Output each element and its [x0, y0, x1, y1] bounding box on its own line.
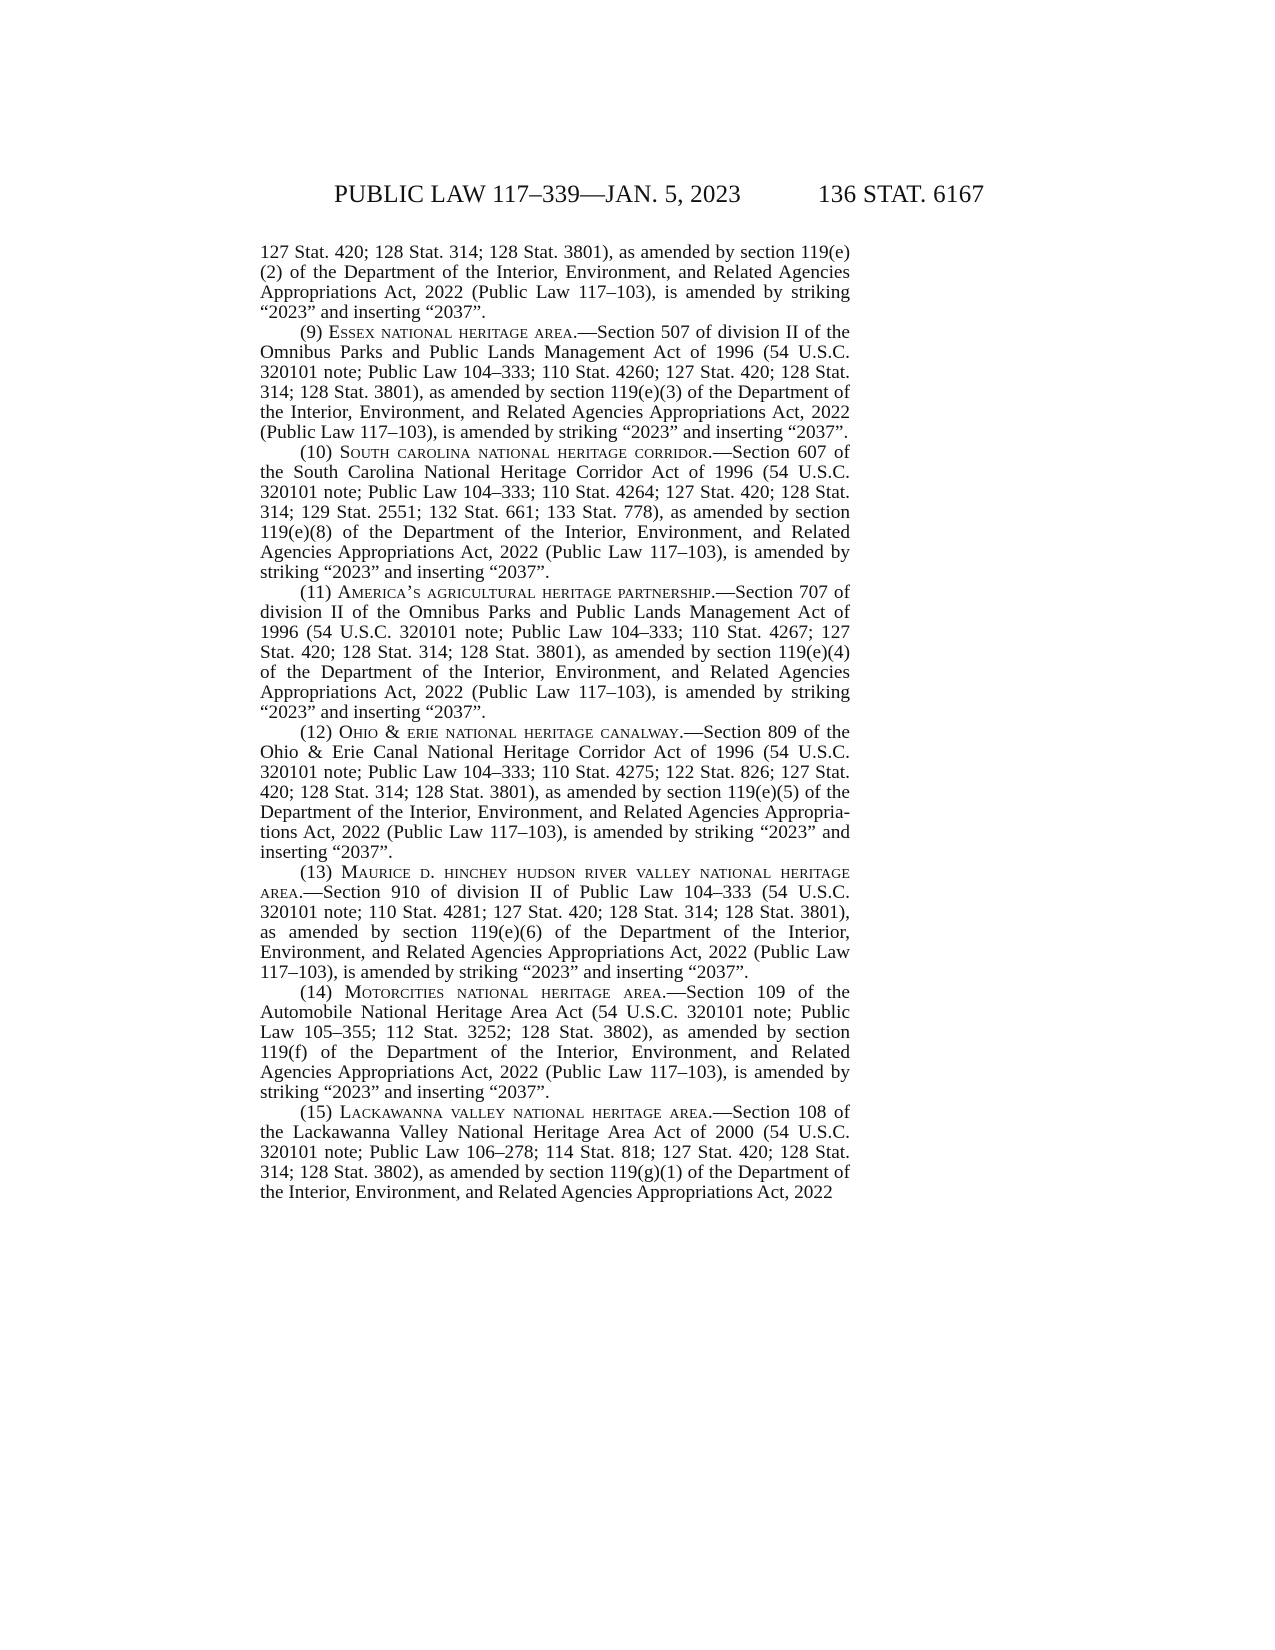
paragraph-heading: America’s agricultural heritage partnership.—: [337, 582, 736, 603]
paragraph-number: (13): [300, 862, 333, 883]
paragraph-10: [260, 443, 850, 583]
paragraph-text: Section 809 of the Ohio & Erie Canal National Heritage Corridor Act of 1996 (54 U.S.C. 320101 note; Public Law 104–333; 110 Stat. 4275; 122 Stat. 826; 127 Stat. 420; 128 Stat. 314; 128 Stat. 3801), as amended by section 119(e)(5) of the Department of the Interior, Environment, and Related Agencies Appropriations Act, 2022 (Public Law 117–103), is amended by striking “2023” and inserting “2037”.: [260, 722, 850, 863]
statute-page-number: 136 STAT. 6167: [818, 181, 985, 208]
paragraph-text: Section 607 of the South Carolina National Heritage Corridor Act of 1996 (54 U.S.C. 320101 note; Public Law 104–333; 110 Stat. 4264; 127 Stat. 420; 128 Stat. 314; 129 Stat. 2551; 132 Stat. 661; 133 Stat. 778), as amended by section 119(e)(8) of the Department of the Interior, Environment, and Related Agencies Appropriations Act, 2022 (Public Law 117–103), is amended by striking “2023” and inserting “2037”.: [260, 442, 850, 583]
running-header: [0, 181, 1275, 221]
paragraph-9: [260, 323, 850, 443]
paragraph-text: Section 507 of division II of the Omnibus Parks and Public Lands Management Act of 1996 (54 U.S.C. 320101 note; Public Law 104–333; 110 Stat. 4260; 127 Stat. 420; 128 Stat. 314; 128 Stat. 3801), as amended by section 119(e)(3) of the Department of the Interior, Environment, and Related Agencies Appropriations Act, 2022 (Public Law 117–103), is amended by striking “2023” and inserting “2037”.: [260, 322, 850, 443]
paragraph-heading: Motorcities national heritage area.—: [344, 982, 687, 1003]
paragraph-heading: South carolina national heritage corridor.—: [339, 442, 733, 463]
paragraph-number: (15): [300, 1102, 333, 1123]
paragraph-15: [260, 1103, 850, 1203]
paragraph-heading: Ohio & erie national heritage canalway.—: [338, 722, 704, 743]
paragraph-14: [260, 983, 850, 1103]
page-title: PUBLIC LAW 117–339—JAN. 5, 2023: [334, 181, 741, 208]
paragraph-12: [260, 723, 850, 863]
paragraph-text: Section 910 of division II of Public Law 104–333 (54 U.S.C. 320101 note; 110 Stat. 4281; 127 Stat. 420; 128 Stat. 314; 128 Stat. 3801), as amended by section 119(e)(6) of the Department of the Interior, Environment, and Related Agencies Appropriations Act, 2022 (Public Law 117–103), is amended by striking “2023” and inserting “2037”.: [260, 882, 850, 983]
paragraph-number: (12): [300, 722, 333, 743]
paragraph-text: Section 108 of the Lackawanna Valley National Heritage Area Act of 2000 (54 U.S.C. 320101 note; Public Law 106–278; 114 Stat. 818; 127 Stat. 420; 128 Stat. 314; 128 Stat. 3802), as amended by section 119(g)(1) of the Department of the Interior, Environment, and Related Agencies Appropriations Act, 2022: [260, 1102, 850, 1203]
paragraph-11: [260, 583, 850, 723]
paragraph-heading: Essex national heritage area.—: [328, 322, 598, 343]
paragraph-number: (10): [300, 442, 333, 463]
paragraph-number: (9): [300, 322, 323, 343]
paragraph-number: (14): [300, 982, 333, 1003]
paragraph-text: Section 707 of division II of the Omnibus Parks and Public Lands Management Act of 1996 (54 U.S.C. 320101 note; Public Law 104–333; 110 Stat. 4267; 127 Stat. 420; 128 Stat. 314; 128 Stat. 3801), as amended by section 119(e)(4) of the Department of the Interior, Environment, and Related Agencies Appropriations Act, 2022 (Public Law 117–103), is amended by striking “2023” and inserting “2037”.: [260, 582, 850, 723]
paragraph-continuation: [260, 243, 850, 323]
paragraph-heading: Lackawanna valley national heritage area.—: [339, 1102, 733, 1123]
paragraph-text: Section 109 of the Automobile National Heritage Area Act (54 U.S.C. 320101 note; Public Law 105–355; 112 Stat. 3252; 128 Stat. 3802), as amended by section 119(f) of the Department of the Interior, Environment, and Related Agencies Appropriations Act, 2022 (Public Law 117–103), is amended by striking “2023” and inserting “2037”.: [260, 982, 850, 1103]
paragraph-13: [260, 863, 850, 983]
paragraph-text: 127 Stat. 420; 128 Stat. 314; 128 Stat. 3801), as amended by section 119(e)(2) of the Department of the Interior, Environment, and Related Agencies Appropriations Act, 2022 (Public Law 117–103), is amended by striking “2023” and inserting “2037”.: [260, 242, 850, 323]
document-body: [260, 243, 850, 1203]
paragraph-number: (11): [300, 582, 332, 603]
paragraph-heading: Maurice d. hinchey hudson river valley national heritage area.—: [260, 862, 850, 903]
